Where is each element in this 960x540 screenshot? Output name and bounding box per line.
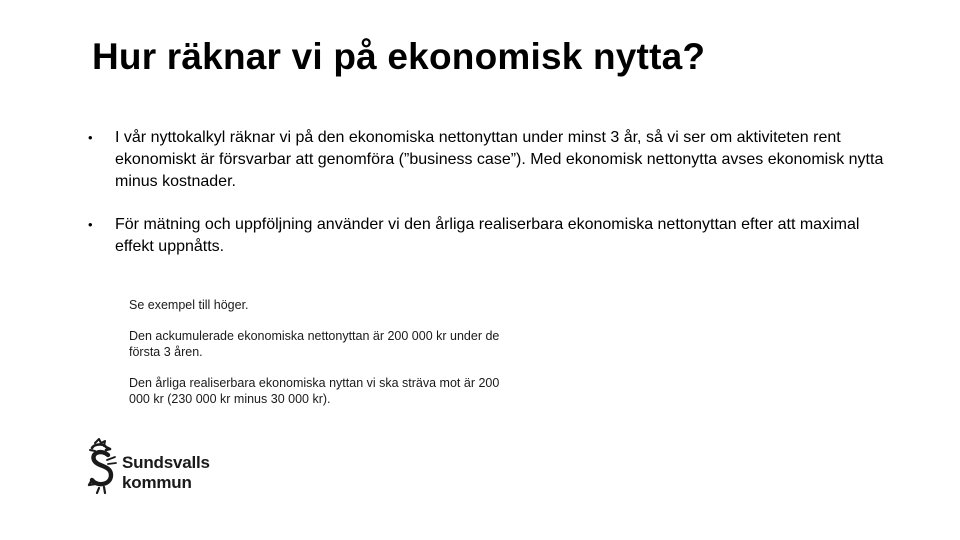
note-accumulated-net-benefit: Den ackumulerade ekonomiska nettonyttan är 200 000 kr under de första 3 åren. (129, 329, 500, 359)
example-notes (129, 297, 509, 407)
bullet-text: I vår nyttokalkyl räknar vi på den ekonomiska nettonyttan under minst 3 år, så vi ser om aktiviteten rent ekonomiskt är försvarbar att genomföra (”business case”). Med ekonomisk nettonytta avses ekonomisk nytta minus kostnader. (115, 129, 884, 190)
sundsvalls-kommun-logo (86, 438, 236, 494)
slide-title: Hur räknar vi på ekonomisk nytta? (92, 36, 706, 77)
bullet-item (88, 127, 888, 193)
logo-line-sundsvalls: Sundsvalls (122, 453, 210, 472)
bullet-text: För mätning och uppföljning använder vi den årliga realiserbara ekonomiska nettonyttan efter att maximal effekt uppnåtts. (115, 216, 860, 255)
note-annual-benefit-target: Den årliga realiserbara ekonomiska nyttan vi ska sträva mot är 200 000 kr (230 000 kr minus 30 000 kr). (129, 376, 500, 406)
note-see-example: Se exempel till höger. (129, 298, 249, 312)
bullet-marker: • (88, 130, 93, 145)
bullet-item (88, 214, 888, 258)
bullet-list (88, 127, 888, 258)
logo-line-kommun: kommun (122, 473, 192, 492)
bullet-marker: • (88, 217, 93, 232)
logo-wordmark (122, 453, 210, 493)
sundsvall-dragon-emblem-icon (86, 438, 118, 494)
